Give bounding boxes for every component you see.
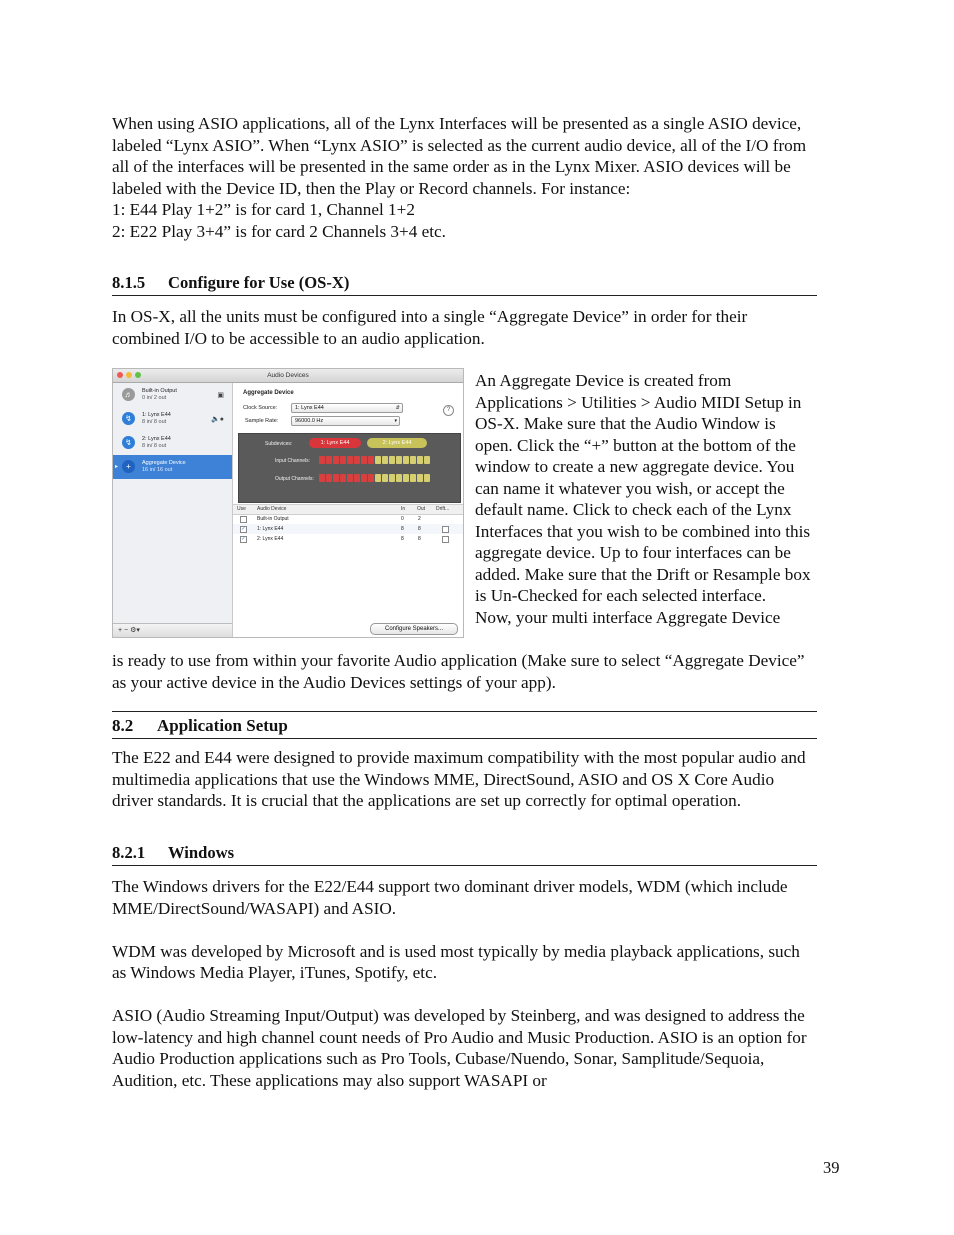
clock-source-label: Clock Source: (243, 405, 278, 411)
aggregate-continuation-text: is ready to use from within your favorite Audio application (Make sure to select “Aggregate Device” as your active device in the Audio Devices settings of your app). (112, 651, 805, 692)
clock-source-value: 1: Lynx E44 (295, 405, 324, 411)
minimize-icon[interactable] (126, 372, 132, 378)
speaker-icon: ♬ (122, 388, 135, 401)
use-checkbox-checked[interactable]: ✓ (241, 526, 246, 532)
section-title: Application Setup (157, 716, 288, 735)
disclosure-icon[interactable]: ▸ (115, 464, 119, 470)
aggregate-icon: + (122, 460, 135, 473)
aggregate-continuation-first-line: Now, your multi interface Aggregate Device (475, 607, 781, 627)
table-row (233, 514, 463, 524)
thunderbolt-icon: ↯ (122, 436, 135, 449)
section-8-1-5-intro (112, 306, 817, 349)
section-8-2-paragraph: The E22 and E44 were designed to provide maximum compatibility with the most popular audio and multimedia applications that use the Windows MME, DirectSound, ASIO and OS X Core Audio driver standards. It is crucial that the applications are set up correctly for optimal operation. (112, 748, 806, 810)
subdevices-label: Subdevices: (265, 441, 293, 447)
table-row (233, 524, 463, 534)
device-io: 8 in/ 8 out (142, 443, 167, 449)
audio-devices-screenshot (112, 368, 464, 638)
section-8-2-heading (112, 711, 817, 739)
device-item-aggregate[interactable] (113, 455, 232, 479)
drift-checkbox[interactable] (442, 536, 449, 543)
intro-example-line-2: 2: E22 Play 3+4” is for card 2 Channels 3+4 etc. (112, 221, 446, 241)
sample-rate-select[interactable] (291, 416, 400, 426)
row-device: 1: Lynx E44 (257, 526, 284, 532)
section-8-1-5-paragraph: In OS-X, all the units must be configured into a single “Aggregate Device” in order for their combined I/O to be accessible to an audio application. (112, 307, 748, 348)
output-channels-label: Output Channels: (275, 476, 314, 482)
device-item-built-in-output[interactable] (113, 383, 232, 407)
input-channel-strip (319, 456, 430, 464)
sample-rate-label: Sample Rate: (245, 418, 279, 424)
device-name: 2: Lynx E44 (142, 436, 171, 442)
device-detail-pane (233, 383, 463, 637)
device-name: 1: Lynx E44 (142, 412, 171, 418)
row-out: 2 (418, 516, 421, 522)
device-name: Built-in Output (142, 388, 177, 394)
row-device: Built-in Output (257, 516, 289, 522)
row-out: 8 (418, 526, 421, 532)
detail-title: Aggregate Device (243, 390, 294, 396)
col-drift: Drift... (436, 506, 450, 512)
section-8-2-body (112, 747, 817, 812)
section-number: 8.1.5 (112, 273, 146, 292)
subdevice-pill-1[interactable]: 1: Lynx E44 (309, 438, 361, 448)
screen-icon: ▣ (217, 392, 224, 399)
section-number: 8.2 (112, 716, 134, 735)
thunderbolt-icon: ↯ (122, 412, 135, 425)
aggregate-instructions (475, 370, 817, 628)
device-list (113, 383, 233, 623)
table-row (233, 534, 463, 544)
input-channels-label: Input Channels: (275, 458, 311, 464)
zoom-icon[interactable] (135, 372, 141, 378)
intro-paragraph: When using ASIO applications, all of the Lynx Interfaces will be presented as a single ASIO device, labeled “Lynx ASIO”. When “Lynx ASIO” is selected as the current audio device, all of the I/O from all of the interfaces will be presented in the same order as in the Lynx Mixer. ASIO devices will be labeled with the Device ID, then the Play or Record channels. For instance: (112, 114, 807, 198)
window-controls (117, 372, 141, 378)
wdm-paragraph: WDM was developed by Microsoft and is used most typically by media playback applications, such as Windows Media Player, iTunes, Spotify, etc. (112, 941, 800, 982)
window-titlebar (113, 369, 463, 383)
col-audio-device: Audio Device (257, 506, 287, 512)
clock-source-select[interactable] (291, 403, 403, 413)
intro-example-line-1: 1: E44 Play 1+2” is for card 1, Channel 1+2 (112, 200, 415, 219)
aggregate-continuation (112, 650, 817, 693)
col-in: In (401, 506, 406, 512)
subdevice-panel (238, 433, 461, 503)
device-item-lynx-e44-2[interactable] (113, 431, 232, 455)
subdevice-pill-2[interactable]: 2: Lynx E44 (367, 438, 427, 448)
add-remove-settings-buttons[interactable]: + − ⚙▾ (118, 627, 140, 634)
intro-block (112, 113, 817, 242)
use-checkbox[interactable] (240, 516, 247, 523)
section-8-2-1-heading (112, 843, 817, 866)
row-device: 2: Lynx E44 (257, 536, 284, 542)
device-io: 8 in/ 8 out (142, 419, 167, 425)
section-8-2-1-body (112, 876, 817, 1091)
device-list-footer (113, 623, 233, 638)
page-number: 39 (823, 1158, 840, 1177)
section-8-1-5-heading (112, 273, 817, 296)
section-title: Windows (168, 843, 235, 862)
section-title: Configure for Use (OS-X) (168, 273, 350, 292)
device-name: Aggregate Device (142, 460, 186, 466)
window-title: Audio Devices (267, 372, 309, 379)
close-icon[interactable] (117, 372, 123, 378)
device-io: 16 in/ 16 out (142, 467, 173, 473)
help-icon[interactable]: ? (443, 405, 454, 416)
aggregate-instructions-text: An Aggregate Device is created from Applications > Utilities > Audio MIDI Setup in OS-X. Make sure that the Audio Window is open. Click the “+” button at the bottom of the window to create a new aggregate device. You can name it whatever you wish, or accept the default name. Click to check each of the Lynx Interfaces that you wish to be combined into this aggregate device. Up to four interfaces can be added. Make sure that the Drift or Resample box is Un-Checked for each selected interface. (475, 371, 811, 605)
row-in: 8 (401, 526, 404, 532)
asio-paragraph: ASIO (Audio Streaming Input/Output) was developed by Steinberg, and was designed to address the low-latency and high channel count needs of Pro Audio and Music Production. ASIO is an option for Audio Production applications such as Pro Tools, Cubase/Nuendo, Sonar, Samplitude/Sequoia, Audition, etc. These applications may also support WASAPI or (112, 1006, 807, 1090)
col-use: Use (237, 506, 246, 512)
row-out: 8 (418, 536, 421, 542)
output-channel-strip (319, 474, 430, 482)
section-number: 8.2.1 (112, 843, 146, 862)
device-item-lynx-e44-1[interactable] (113, 407, 232, 431)
configure-speakers-button[interactable]: Configure Speakers... (370, 623, 458, 635)
row-in: 0 (401, 516, 404, 522)
device-io: 0 in/ 2 out (142, 395, 167, 401)
col-out: Out (417, 506, 426, 512)
stepper-icon: ⇵ (395, 405, 400, 411)
use-checkbox-checked[interactable]: ✓ (241, 536, 246, 542)
row-in: 8 (401, 536, 404, 542)
chevron-down-icon: ▾ (394, 418, 397, 424)
drift-checkbox[interactable] (442, 526, 449, 533)
sample-rate-value: 96000.0 Hz (295, 418, 324, 424)
volume-mic-icon: 🔈● (211, 416, 224, 423)
windows-drivers-paragraph: The Windows drivers for the E22/E44 support two dominant driver models, WDM (which include MME/DirectSound/WASAPI) and ASIO. (112, 877, 788, 918)
